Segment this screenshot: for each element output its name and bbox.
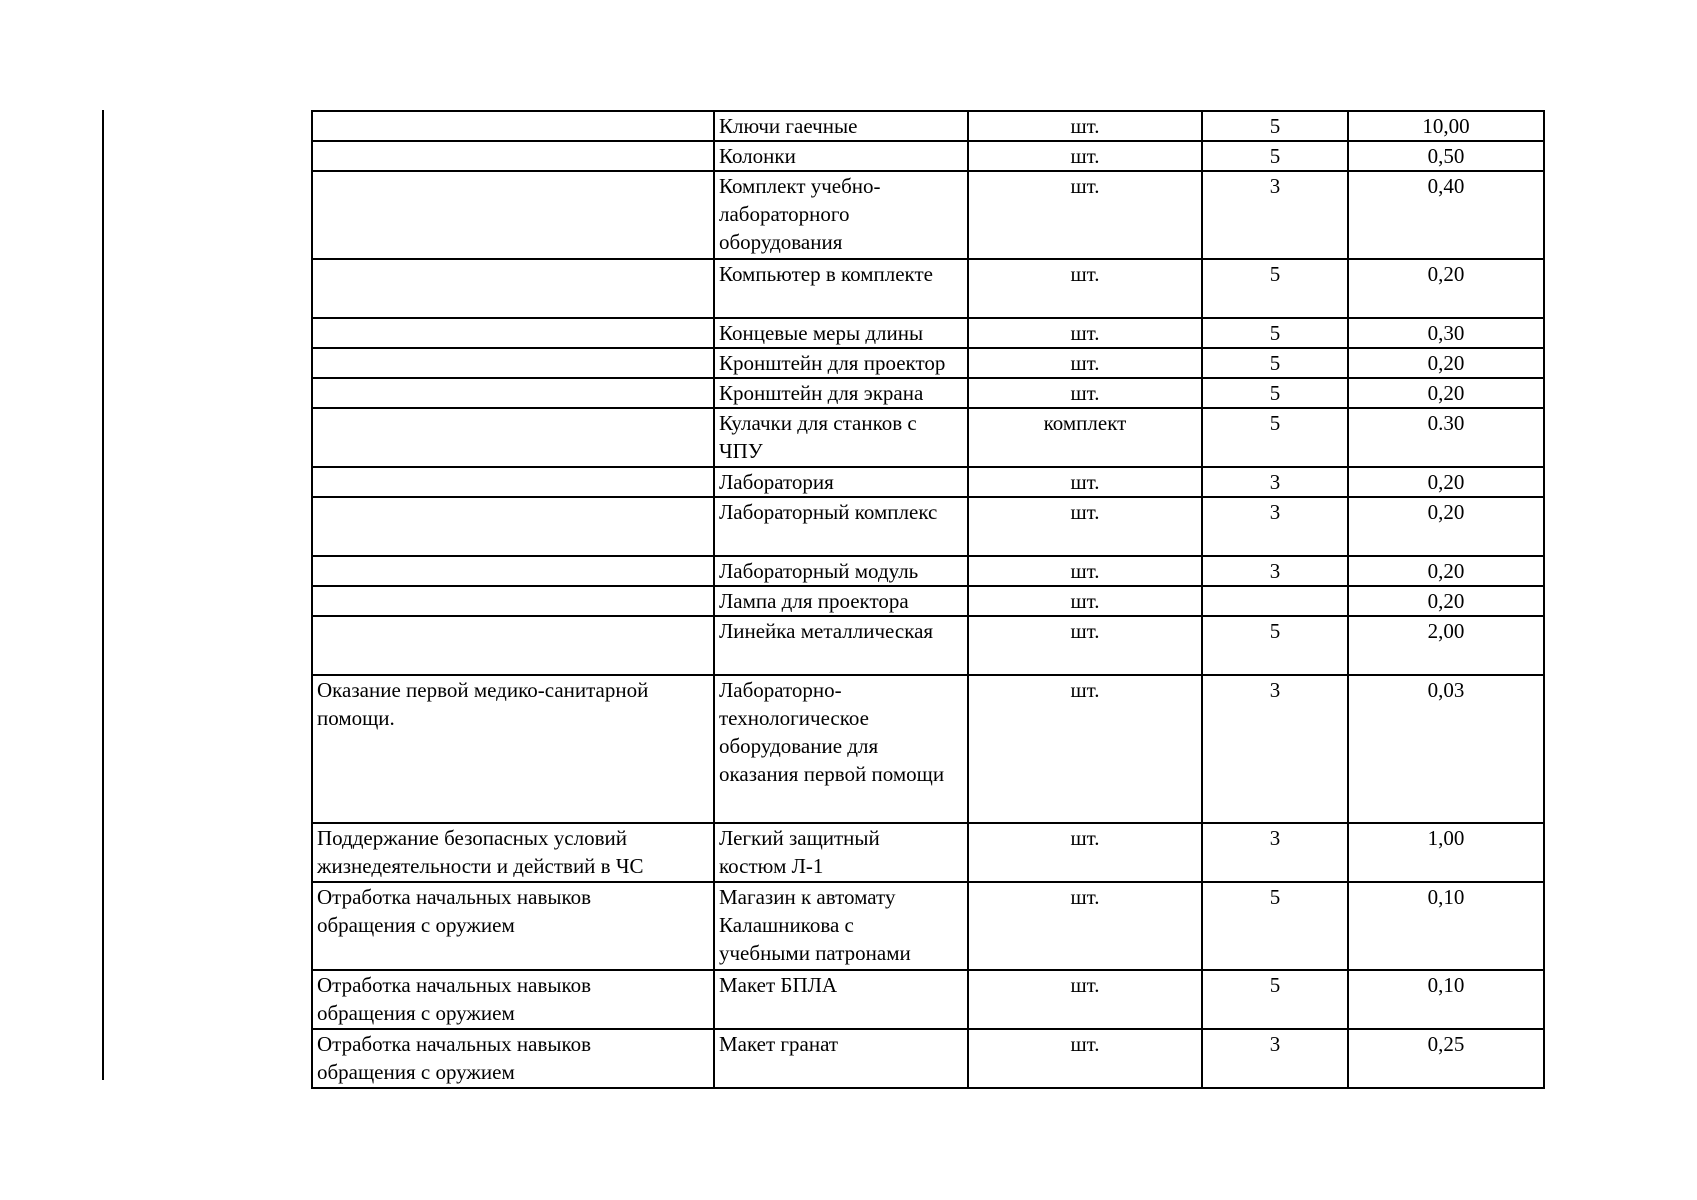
unit-cell: шт. [968,497,1202,556]
unit-cell: шт. [968,1029,1202,1088]
quantity-cell: 3 [1202,171,1348,259]
category-cell [312,111,714,141]
item-name-cell: Колонки [714,141,968,171]
table-row [312,348,1544,378]
item-name-cell: Макет БПЛА [714,970,968,1029]
item-name-cell: Концевые меры длины [714,318,968,348]
value-cell: 0,20 [1348,467,1544,497]
quantity-cell: 3 [1202,675,1348,823]
item-name-cell: Лампа для проектора [714,586,968,616]
table-row [312,141,1544,171]
item-name-cell: Кулачки для станков с ЧПУ [714,408,968,467]
quantity-cell: 3 [1202,1029,1348,1088]
unit-cell: шт. [968,970,1202,1029]
value-cell: 0,20 [1348,348,1544,378]
quantity-cell: 3 [1202,556,1348,586]
page-margin-line [102,110,104,1080]
table-row [312,467,1544,497]
item-name-cell: Лаборатория [714,467,968,497]
unit-cell: комплект [968,408,1202,467]
item-name-cell: Магазин к автомату Калашникова с учебными патронами [714,882,968,970]
category-cell [312,497,714,556]
quantity-cell: 3 [1202,497,1348,556]
quantity-cell: 5 [1202,970,1348,1029]
category-cell [312,467,714,497]
quantity-cell [1202,586,1348,616]
table-row [312,970,1544,1029]
item-name-cell: Легкий защитный костюм Л-1 [714,823,968,882]
table-row [312,1029,1544,1088]
value-cell: 0,10 [1348,882,1544,970]
item-name-cell: Лабораторный комплекс [714,497,968,556]
category-cell [312,378,714,408]
category-cell: Поддержание безопасных условий жизнедеятельности и действий в ЧС [312,823,714,882]
unit-cell: шт. [968,882,1202,970]
category-cell [312,556,714,586]
item-name-cell: Лабораторно- технологическое оборудование для оказания первой помощи [714,675,968,823]
category-cell [312,318,714,348]
category-cell [312,141,714,171]
unit-cell: шт. [968,348,1202,378]
table-row [312,616,1544,675]
equipment-table [311,110,1545,1089]
table-row [312,408,1544,467]
table-row [312,259,1544,318]
item-name-cell: Макет гранат [714,1029,968,1088]
quantity-cell: 5 [1202,111,1348,141]
unit-cell: шт. [968,586,1202,616]
category-cell [312,616,714,675]
item-name-cell: Кронштейн для проектор [714,348,968,378]
unit-cell: шт. [968,318,1202,348]
table-row [312,378,1544,408]
quantity-cell: 5 [1202,882,1348,970]
value-cell: 0,20 [1348,259,1544,318]
value-cell: 0,25 [1348,1029,1544,1088]
quantity-cell: 5 [1202,616,1348,675]
quantity-cell: 3 [1202,823,1348,882]
table-row [312,823,1544,882]
unit-cell: шт. [968,141,1202,171]
value-cell: 0.30 [1348,408,1544,467]
value-cell: 0,20 [1348,556,1544,586]
table-row [312,556,1544,586]
value-cell: 0,03 [1348,675,1544,823]
value-cell: 10,00 [1348,111,1544,141]
unit-cell: шт. [968,171,1202,259]
table-row [312,171,1544,259]
unit-cell: шт. [968,556,1202,586]
unit-cell: шт. [968,675,1202,823]
unit-cell: шт. [968,111,1202,141]
item-name-cell: Комплект учебно- лабораторного оборудования [714,171,968,259]
category-cell: Отработка начальных навыков обращения с оружием [312,970,714,1029]
unit-cell: шт. [968,616,1202,675]
value-cell: 0,20 [1348,497,1544,556]
unit-cell: шт. [968,259,1202,318]
item-name-cell: Кронштейн для экрана [714,378,968,408]
quantity-cell: 5 [1202,348,1348,378]
table-row [312,586,1544,616]
category-cell: Отработка начальных навыков обращения с оружием [312,1029,714,1088]
table-row [312,882,1544,970]
item-name-cell: Линейка металлическая [714,616,968,675]
value-cell: 0,10 [1348,970,1544,1029]
category-cell [312,171,714,259]
value-cell: 1,00 [1348,823,1544,882]
quantity-cell: 5 [1202,259,1348,318]
category-cell: Отработка начальных навыков обращения с оружием [312,882,714,970]
quantity-cell: 5 [1202,318,1348,348]
quantity-cell: 3 [1202,467,1348,497]
value-cell: 0,20 [1348,378,1544,408]
table-row [312,318,1544,348]
unit-cell: шт. [968,467,1202,497]
category-cell [312,259,714,318]
value-cell: 0,50 [1348,141,1544,171]
quantity-cell: 5 [1202,141,1348,171]
category-cell: Оказание первой медико-санитарной помощи. [312,675,714,823]
item-name-cell: Компьютер в комплекте [714,259,968,318]
category-cell [312,586,714,616]
value-cell: 2,00 [1348,616,1544,675]
unit-cell: шт. [968,823,1202,882]
value-cell: 0,30 [1348,318,1544,348]
category-cell [312,348,714,378]
value-cell: 0,40 [1348,171,1544,259]
item-name-cell: Лабораторный модуль [714,556,968,586]
quantity-cell: 5 [1202,408,1348,467]
table-row [312,111,1544,141]
item-name-cell: Ключи гаечные [714,111,968,141]
table-row [312,497,1544,556]
quantity-cell: 5 [1202,378,1348,408]
value-cell: 0,20 [1348,586,1544,616]
table-row [312,675,1544,823]
unit-cell: шт. [968,378,1202,408]
category-cell [312,408,714,467]
